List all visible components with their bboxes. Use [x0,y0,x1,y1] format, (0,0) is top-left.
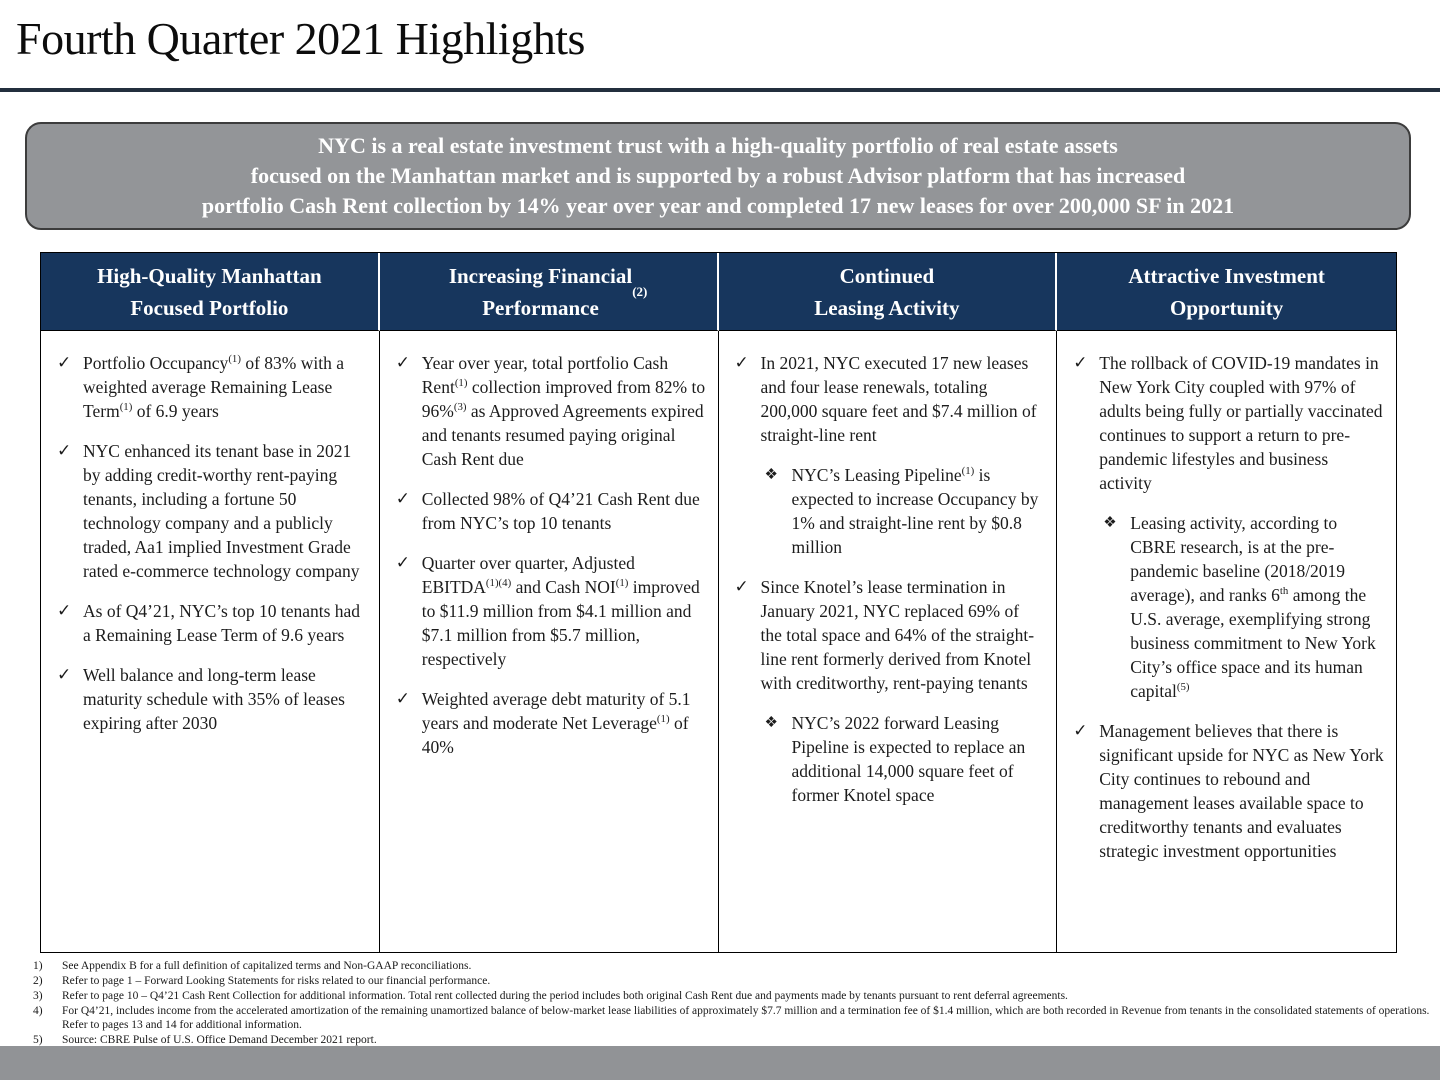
footnote-text: Source: CBRE Pulse of U.S. Office Demand December 2021 report. [62,1033,377,1046]
highlight-column-2 [380,253,719,952]
column-body [380,331,719,952]
bullet-item [57,663,367,735]
bullet-text: NYC’s Leasing Pipeline$^{(1)}$ is expected to increase Occupancy by 1% and straight-line rent by $0.8 million [791,465,1039,557]
bullet-text: Leasing activity, according to CBRE research, is at the pre-pandemic baseline (2018/2019 average), and ranks 6th among the U.S. average, exemplifying strong business commitment to New York City’s office space and its human capital$^{(5)}$ [1130,513,1376,701]
column-header: Continued Leasing Activity [719,253,1058,331]
bullet-item [57,439,367,583]
sub-bullet-item [1103,511,1384,703]
footnote-number: 5) [33,1033,43,1046]
check-icon: ✓ [734,353,749,372]
bullet-text: Well balance and long-term lease maturity schedule with 35% of leases expiring after 2030 [83,665,345,733]
title-divider [0,88,1440,92]
highlight-column-4 [1057,253,1396,952]
bullet-item [396,487,706,535]
check-icon: ✓ [57,353,72,372]
highlight-column-3 [719,253,1058,952]
check-icon: ✓ [57,441,72,460]
check-icon: ✓ [57,665,72,684]
footnote [33,990,1433,1004]
bullet-item [735,351,1045,447]
bullet-text: Year over year, total portfolio Cash Rent$^{(1)}$ collection improved from 82% to 96%$^{(3)}$ as Approved Agreements expired and tenants resumed paying original Cash Rent due [421,353,706,469]
column-body [1057,331,1396,952]
bullet-item [1073,719,1384,863]
column-body [41,331,380,952]
bullet-text: As of Q4’21, NYC’s top 10 tenants had a Remaining Lease Term of 9.6 years [83,601,361,645]
diamond-bullet-icon: ❖ [764,467,778,483]
footnote-text: Refer to page 10 – Q4’21 Cash Rent Collection for additional information. Total rent collected during the period includes both original Cash Rent due and payments made by tenants pursuant to rent deferral agreements. [62,990,1068,1002]
bullet-text: In 2021, NYC executed 17 new leases and four lease renewals, totaling 200,000 square feet and $7.4 million of straight-line rent [760,353,1037,445]
footnote-text: Refer to page 1 – Forward Looking Statements for risks related to our financial performance. [62,975,491,987]
column-body [719,331,1058,952]
footnote [33,1005,1433,1032]
bullet-text: Collected 98% of Q4’21 Cash Rent due from NYC’s top 10 tenants [421,489,700,533]
bullet-item [396,687,706,759]
bullet-item [57,351,367,423]
column-header: Increasing Financial Performance (2) [380,253,719,331]
footnote [33,975,1433,989]
check-icon: ✓ [395,489,410,508]
check-icon: ✓ [395,689,410,708]
footnote [33,960,1433,974]
bullet-text: Quarter over quarter, Adjusted $EBITDA^{(1)(4)}$ and Cash NOI$^{(1)}$ improved to $11.9 million from $4.1 million and $7.1 million from $5.7 million, respectively [421,553,700,669]
diamond-bullet-icon: ❖ [764,715,778,731]
banner-line-3: portfolio Cash Rent collection by 14% year over year and completed 17 new leases for over 200,000 SF in 2021 [201,193,1235,218]
footnote-number: 4) [33,1005,43,1017]
footnote-text: For Q4’21, includes income from the accelerated amortization of the remaining unamortized balance of below-market lease liabilities of approximately $7.7 million and a termination fee of $1.4 million, which are both recorded in Revenue from tenants in the consolidated statements of operations. Refer to pages 13 and 14 for additional information. [62,1005,1430,1031]
bullet-text: Management believes that there is significant upside for NYC as New York City continues to rebound and management leases available space to creditworthy tenants and evaluates strategic investment opportunities [1099,721,1384,861]
footnote-number: 2) [33,975,43,987]
check-icon: ✓ [1073,353,1088,372]
bullet-text: Weighted average debt maturity of 5.1 years and moderate Net Leverage$^{(1)}$ of 40% [421,689,691,757]
page-title: Fourth Quarter 2021 Highlights [16,13,585,64]
bullet-text: Since Knotel’s lease termination in January 2021, NYC replaced 69% of the total space and 64% of the straight-line rent formerly derived from Knotel with creditworthy, rent-paying tenants [760,577,1035,693]
bullet-item [396,551,706,671]
bullet-text: NYC’s 2022 forward Leasing Pipeline is expected to replace an additional 14,000 square feet of former Knotel space [791,713,1026,805]
sub-bullet-item [765,463,1045,559]
bullet-text: Portfolio Occupancy$^{(1)}$ of 83% with a weighted average Remaining Lease Term$^{(1)}$ of 6.9 years [83,353,345,421]
bullet-text: NYC enhanced its tenant base in 2021 by adding credit-worthy rent-paying tenants, including a fortune 50 technology company and a publicly traded, Aa1 implied Investment Grade rated e-commerce technology company [83,441,360,581]
footnotes [33,960,1433,1049]
bullet-item [396,351,706,471]
column-header: High-Quality Manhattan Focused Portfolio [41,253,380,331]
check-icon: ✓ [1073,721,1088,740]
check-icon: ✓ [395,353,410,372]
bullet-item [57,599,367,647]
footnote-number: 1) [33,960,43,972]
footnote-text: See Appendix B for a full definition of capitalized terms and Non-GAAP reconciliations. [62,960,472,972]
footnote-number: 3) [33,990,43,1002]
summary-banner [25,122,1411,230]
diamond-bullet-icon: ❖ [1103,515,1117,531]
check-icon: ✓ [395,553,410,572]
sub-bullet-item [765,711,1045,807]
check-icon: ✓ [57,601,72,620]
bullet-item [1073,351,1384,495]
check-icon: ✓ [734,577,749,596]
footer-bar [0,1046,1440,1080]
banner-line-1: NYC is a real estate investment trust with a high-quality portfolio of real estate assets [318,133,1118,158]
highlights-table [40,252,1397,953]
bullet-text: The rollback of COVID-19 mandates in New York City coupled with 97% of adults being fully or partially vaccinated continues to support a return to pre-pandemic lifestyles and business activity [1099,353,1383,493]
column-header: Attractive Investment Opportunity [1057,253,1396,331]
banner-line-2: focused on the Manhattan market and is supported by a robust Advisor platform that has increased [250,163,1186,188]
footnote [33,1034,1433,1048]
bullet-item [735,575,1045,695]
highlight-column-1 [41,253,380,952]
